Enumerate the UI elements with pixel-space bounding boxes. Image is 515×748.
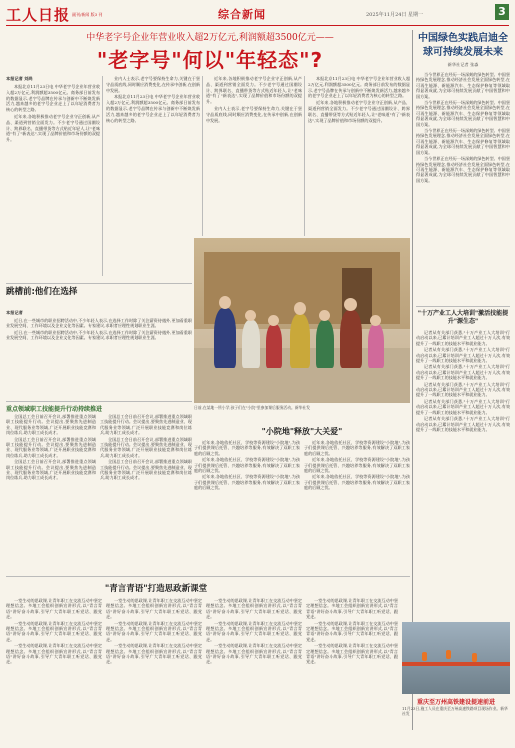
green-story-column-2 (100, 414, 192, 574)
photo-story-text: 近年来,各地依托社区、学校等资源建设"小院地",为孩子们提供课后托管、兴趣培养等服务,有效解决了双职工家庭的后顾之忧。 (194, 457, 300, 474)
column-rule (102, 76, 103, 276)
right-column-body (416, 72, 510, 302)
masthead (6, 4, 509, 26)
lead-column-1 (6, 76, 100, 276)
middle-story-title: "青言青语"打造思政新课堂 (104, 584, 208, 594)
newspaper-logo: 工人日报 (6, 6, 71, 24)
column-rule (202, 76, 203, 236)
lead-paragraph: 本报北京11月23日电 中华老字号企业年营业收入超2万亿元,利润额超3500亿元。商务部日前发布的数据显示,老字号品牌在传承与创新中不断焕发新活力,越来越多的老字号企业走上了以年轻消费者为核心的转型之路。 (308, 76, 410, 99)
lead-paragraph: 业内人士表示,老字号要保持生命力,关键在于坚守品质底线,同时顺应消费变化,在传承中创新,在创新中发展。 (206, 105, 302, 123)
right-sub-text: 记者从有关部门获悉,"十万产业工人大培训"行动启动以来,已累计培训产业工人超过十万人次,有效提升了一线职工的技能水平和就业能力。 (416, 347, 510, 364)
right-column-text: 当今世界正在经历一场深刻的绿色转型。中国坚持绿色发展理念,推动经济社会发展全面绿色转型,在可再生能源、新能源汽车、生态保护修复等领域取得显著成就,为全球可持续发展贡献了中国智慧和中国方案。 (416, 156, 510, 183)
side-story-text: 近日,在一些城市的职业招聘活动中,不少年轻人表示,在选择工作时除了关注薪资待遇外,更加看重职业发展空间、工作环境以及企业文化等因素。专家建议,求职者应理性规划职业生涯。 (6, 329, 192, 341)
green-story-text: 全国总工会日前召开会议,部署推进重点领域职工技能提升行动。会议提出,要聚焦先进制造业、现代服务业等领域,广泛开展职业技能竞赛和岗位练兵,助力职工成长成才。 (100, 436, 192, 458)
right-column-byline: 新华社记者 张淼 (447, 62, 479, 67)
photo-story-text: 近年来,各地依托社区、学校等资源建设"小院地",为孩子们提供课后托管、兴趣培养等服务,有效解决了双职工家庭的后顾之忧。 (194, 474, 300, 491)
photo-story-column-2 (304, 440, 410, 570)
middle-story-text: 一堂生动的思政课,让青年职工在交流互动中坚定理想信念。多地工会组织创新宣讲形式,以"青言青语"讲好奋斗故事,引导广大青年职工听党话、跟党走。 (106, 643, 202, 665)
lead-paragraph: 业内人士表示,老字号要保持生命力,关键在于坚守品质底线,同时顺应消费变化,在传承中创新,在创新中发展。 (106, 76, 200, 93)
feature-photo (194, 238, 410, 403)
middle-story-text: 一堂生动的思政课,让青年职工在交流互动中坚定理想信念。多地工会组织创新宣讲形式,以"青言青语"讲好奋斗故事,引导广大青年职工听党话、跟党走。 (306, 598, 398, 620)
right-sub-text: 记者从有关部门获悉,"十万产业工人大培训"行动启动以来,已累计培训产业工人超过十万人次,有效提升了一线职工的技能水平和就业能力。 (416, 330, 510, 346)
photo-story-column-1 (194, 440, 300, 570)
photo-caption (194, 405, 410, 423)
logo-subtitle: 副刊/新闻 版3 刊 (72, 12, 103, 17)
section-divider (6, 401, 192, 402)
green-story-column-1 (6, 414, 96, 574)
lead-paragraph: 近年来,各地积极推动老字号企业守正创新,从产品、渠道到营销全面发力。不少老字号通过国潮设计、跨界联名、直播带货等方式贴近年轻人,让"老味道"有了"新表达",实现了品牌价值和市场份额的双提升。 (308, 100, 410, 123)
green-story-text: 全国总工会日前召开会议,部署推进重点领域职工技能提升行动。会议提出,要聚焦先进制造业、现代服务业等领域,广泛开展职业技能竞赛和岗位练兵,助力职工成长成才。 (6, 414, 96, 436)
lead-paragraph: 本报北京11月23日电 中华老字号企业年营业收入超2万亿元,利润额超3500亿元。商务部日前发布的数据显示,老字号品牌在传承与创新中不断焕发新活力,越来越多的老字号企业走上了以年轻消费者为核心的转型之路。 (106, 94, 200, 123)
green-story-text: 全国总工会日前召开会议,部署推进重点领域职工技能提升行动。会议提出,要聚焦先进制造业、现代服务业等领域,广泛开展职业技能竞赛和岗位练兵,助力职工成长成才。 (100, 459, 192, 481)
right-column-text: 当今世界正在经历一场深刻的绿色转型。中国坚持绿色发展理念,推动经济社会发展全面绿色转型,在可再生能源、新能源汽车、生态保护修复等领域取得显著成就,为全球可持续发展贡献了中国智慧和中国方案。 (416, 128, 510, 155)
railway-photo (402, 622, 510, 694)
right-sub-text: 记者从有关部门获悉,"十万产业工人大培训"行动启动以来,已累计培训产业工人超过十万人次,有效提升了一线职工的技能水平和就业能力。 (416, 398, 510, 415)
middle-story-column-2 (106, 598, 202, 742)
right-sub-text: 记者从有关部门获悉,"十万产业工人大培训"行动启动以来,已累计培训产业工人超过十万人次,有效提升了一线职工的技能水平和就业能力。 (416, 364, 510, 381)
lead-column-3 (206, 76, 302, 236)
right-column-text: 当今世界正在经历一场深刻的绿色转型。中国坚持绿色发展理念,推动经济社会发展全面绿色转型,在可再生能源、新能源汽车、生态保护修复等领域取得显著成就,为全球可持续发展贡献了中国智慧和中国方案。 (416, 72, 510, 99)
photo-caption-text: 日前,在某地一所小学,孩子们在"小院"里参加课后服务活动。新华社发 (194, 405, 311, 410)
green-story-text: 全国总工会日前召开会议,部署推进重点领域职工技能提升行动。会议提出,要聚焦先进制造业、现代服务业等领域,广泛开展职业技能竞赛和岗位练兵,助力职工成长成才。 (6, 459, 96, 481)
middle-story-text: 一堂生动的思政课,让青年职工在交流互动中坚定理想信念。多地工会组织创新宣讲形式,以"青言青语"讲好奋斗故事,引导广大青年职工听党话、跟党走。 (306, 620, 398, 642)
section-divider (6, 283, 192, 284)
lead-kicker: 中华老字号企业年营业收入超2万亿元,利润额超3500亿元—— (86, 33, 334, 43)
page-number-badge: 3 (495, 4, 509, 20)
photo-story-title: "小院地"释放"大关爱" (261, 427, 343, 436)
middle-story-text: 一堂生动的思政课,让青年职工在交流互动中坚定理想信念。多地工会组织创新宣讲形式,以"青言青语"讲好奋斗故事,引导广大青年职工听党话、跟党走。 (206, 643, 302, 665)
middle-story-text: 一堂生动的思政课,让青年职工在交流互动中坚定理想信念。多地工会组织创新宣讲形式,以"青言青语"讲好奋斗故事,引导广大青年职工听党话、跟党走。 (306, 643, 398, 665)
middle-story-text: 一堂生动的思政课,让青年职工在交流互动中坚定理想信念。多地工会组织创新宣讲形式,以"青言青语"讲好奋斗故事,引导广大青年职工听党话、跟党走。 (6, 620, 102, 642)
middle-story-text: 一堂生动的思政课,让青年职工在交流互动中坚定理想信念。多地工会组织创新宣讲形式,以"青言青语"讲好奋斗故事,引导广大青年职工听党话、跟党走。 (106, 598, 202, 620)
lead-byline: 本报记者 刘尚 (6, 76, 33, 81)
middle-story-column-3 (206, 598, 302, 742)
photo-story-text: 近年来,各地依托社区、学校等资源建设"小院地",为孩子们提供课后托管、兴趣培养等服务,有效解决了双职工家庭的后顾之忧。 (194, 440, 300, 456)
right-sub-headline: "十万产业工人大培训"激活技能提升"源生态" (417, 310, 509, 325)
right-sub-text: 记者从有关部门获悉,"十万产业工人大培训"行动启动以来,已累计培训产业工人超过十万人次,有效提升了一线职工的技能水平和就业能力。 (416, 381, 510, 398)
right-column-text: 当今世界正在经历一场深刻的绿色转型。中国坚持绿色发展理念,推动经济社会发展全面绿色转型,在可再生能源、新能源汽车、生态保护修复等领域取得显著成就,为全球可持续发展贡献了中国智慧和中国方案。 (416, 100, 510, 127)
section-divider (6, 576, 410, 577)
side-story-body (6, 310, 192, 400)
issue-date: 2025年11月24日 星期一 (366, 12, 424, 18)
middle-story-column-1 (6, 598, 102, 742)
lead-column-2 (106, 76, 200, 236)
photo-story-text: 近年来,各地依托社区、学校等资源建设"小院地",为孩子们提供课后托管、兴趣培养等服务,有效解决了双职工家庭的后顾之忧。 (304, 474, 410, 491)
right-sub-text: 记者从有关部门获悉,"十万产业工人大培训"行动启动以来,已累计培训产业工人超过十万人次,有效提升了一线职工的技能水平和就业能力。 (416, 416, 510, 432)
railway-photo-caption: 11月23日,施工人员在重庆至万州高速铁路项目现场作业。新华社发 (402, 706, 508, 716)
side-story-text: 近日,在一些城市的职业招聘活动中,不少年轻人表示,在选择工作时除了关注薪资待遇外,更加看重职业发展空间、工作环境以及企业文化等因素。专家建议,求职者应理性规划职业生涯。 (6, 318, 192, 329)
lead-paragraph: 近年来,各地积极推动老字号企业守正创新,从产品、渠道到营销全面发力。不少老字号通过国潮设计、跨界联名、直播带货等方式贴近年轻人,让"老味道"有了"新表达",实现了品牌价值和市场份额的双提升。 (6, 113, 100, 143)
middle-story-column-4 (306, 598, 398, 742)
masthead-divider (6, 25, 509, 26)
middle-story-text: 一堂生动的思政课,让青年职工在交流互动中坚定理想信念。多地工会组织创新宣讲形式,以"青言青语"讲好奋斗故事,引导广大青年职工听党话、跟党走。 (206, 598, 302, 620)
photo-story-text: 近年来,各地依托社区、学校等资源建设"小院地",为孩子们提供课后托管、兴趣培养等服务,有效解决了双职工家庭的后顾之忧。 (304, 457, 410, 474)
middle-story-text: 一堂生动的思政课,让青年职工在交流互动中坚定理想信念。多地工会组织创新宣讲形式,以"青言青语"讲好奋斗故事,引导广大青年职工听党话、跟党走。 (6, 643, 102, 665)
railway-photo-title: 重庆至万州高铁建设提速前进 (416, 699, 495, 706)
green-story-text: 全国总工会日前召开会议,部署推进重点领域职工技能提升行动。会议提出,要聚焦先进制造业、现代服务业等领域,广泛开展职业技能竞赛和岗位练兵,助力职工成长成才。 (6, 436, 96, 458)
middle-story-text: 一堂生动的思政课,让青年职工在交流互动中坚定理想信念。多地工会组织创新宣讲形式,以"青言青语"讲好奋斗故事,引导广大青年职工听党话、跟党走。 (6, 598, 102, 620)
side-story-title: 跳槽前:他们在选择 (6, 287, 78, 297)
middle-story-text: 一堂生动的思政课,让青年职工在交流互动中坚定理想信念。多地工会组织创新宣讲形式,以"青言青语"讲好奋斗故事,引导广大青年职工听党话、跟党走。 (206, 620, 302, 642)
lead-paragraph: 本报北京11月23日电 中华老字号企业年营业收入超2万亿元,利润额超3500亿元。商务部日前发布的数据显示,老字号品牌在传承与创新中不断焕发新活力,越来越多的老字号企业走上了以年轻消费者为核心的转型之路。 (6, 84, 100, 113)
column-rule (304, 76, 305, 236)
green-story-title: 重点领域职工技能提升行动持续推进 (6, 406, 103, 413)
lead-column-4 (308, 76, 410, 236)
right-column-headline: 中国绿色实践启迪全球可持续发展未来 (418, 33, 508, 58)
middle-story-text: 一堂生动的思政课,让青年职工在交流互动中坚定理想信念。多地工会组织创新宣讲形式,以"青言青语"讲好奋斗故事,引导广大青年职工听党话、跟党走。 (106, 620, 202, 642)
right-sub-body (416, 330, 510, 618)
green-story-text: 全国总工会日前召开会议,部署推进重点领域职工技能提升行动。会议提出,要聚焦先进制造业、现代服务业等领域,广泛开展职业技能竞赛和岗位练兵,助力职工成长成才。 (100, 414, 192, 436)
photo-story-text: 近年来,各地依托社区、学校等资源建设"小院地",为孩子们提供课后托管、兴趣培养等服务,有效解决了双职工家庭的后顾之忧。 (304, 440, 410, 456)
section-title: 综合新闻 (218, 8, 266, 21)
lead-paragraph: 近年来,各地积极推动老字号企业守正创新,从产品、渠道到营销全面发力。不少老字号通过国潮设计、跨界联名、直播带货等方式贴近年轻人,让"老味道"有了"新表达",实现了品牌价值和市场份额的双提升。 (206, 76, 302, 105)
lead-headline: "老字号"何以"年轻态"? (96, 48, 324, 72)
section-divider (416, 306, 510, 307)
side-story-byline: 本报记者 (6, 310, 23, 315)
